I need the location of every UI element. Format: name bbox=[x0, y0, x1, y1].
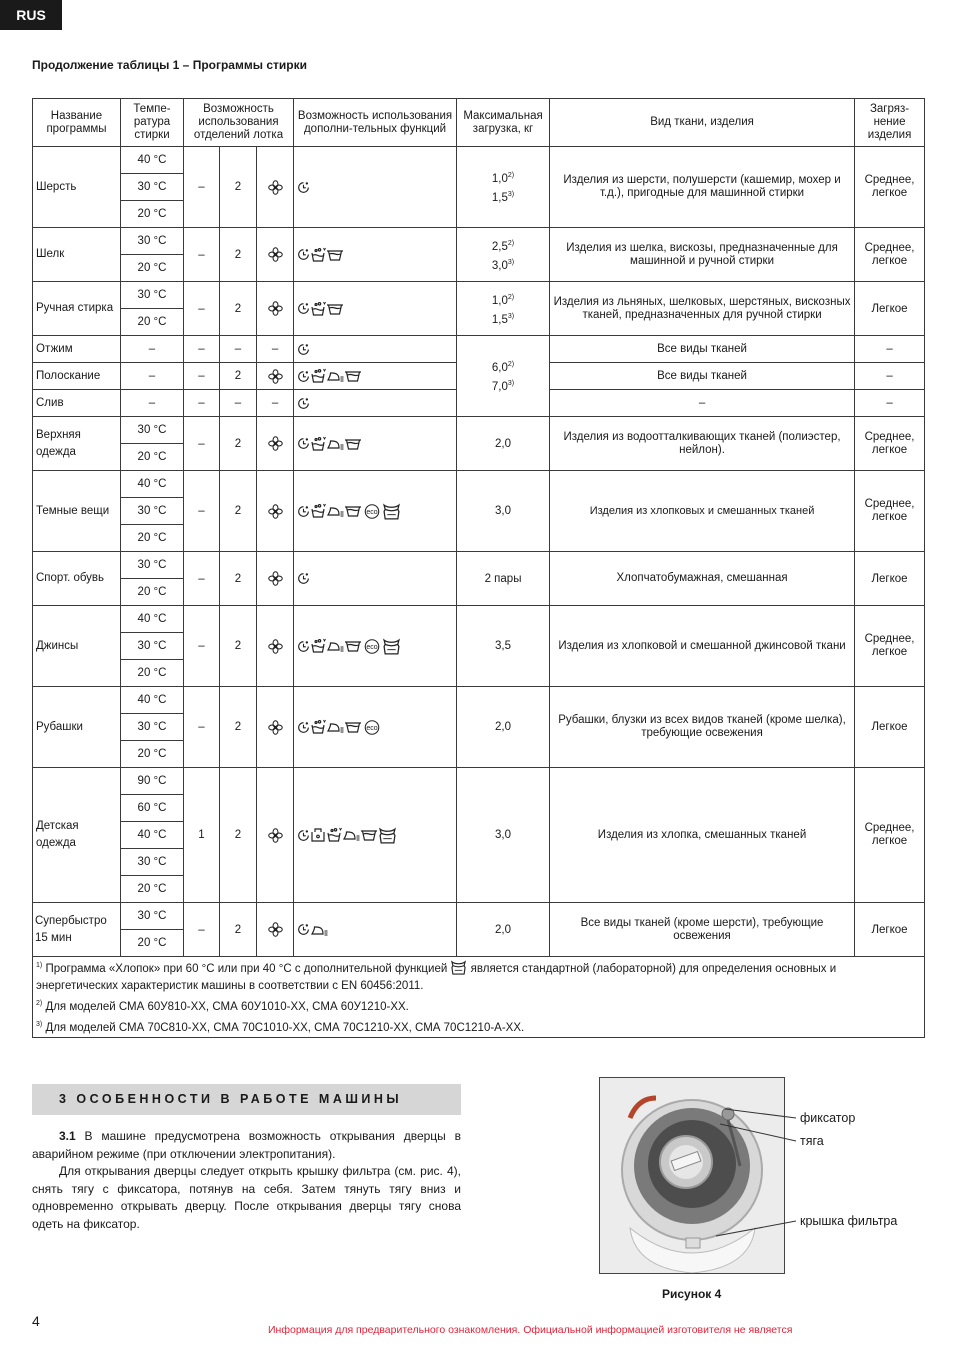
footnote-ref: 2) bbox=[507, 361, 515, 368]
compartment-1: – bbox=[184, 471, 220, 552]
program-name: Отжим bbox=[33, 336, 121, 363]
temp-cell: 30 °C bbox=[121, 903, 184, 930]
temp-cell: 40 °C bbox=[121, 687, 184, 714]
temp-cell: 20 °C bbox=[121, 255, 184, 282]
temp-cell: – bbox=[121, 390, 184, 417]
header-functions: Возможность использования дополни-тельных функций bbox=[294, 99, 457, 147]
temp-cell: – bbox=[121, 336, 184, 363]
fabric-cell: Изделия из водоотталкивающих тканей (полиэстер, нейлон). bbox=[550, 417, 855, 471]
footnote-marker: 2) bbox=[36, 1000, 43, 1007]
soil-cell: Легкое bbox=[855, 552, 925, 606]
program-name: Верхняя одежда bbox=[33, 417, 121, 471]
temp-cell: 30 °C bbox=[121, 633, 184, 660]
temp-cell: 20 °C bbox=[121, 660, 184, 687]
compartment-2: – bbox=[220, 336, 257, 363]
load-cell: 2,0 bbox=[457, 687, 550, 768]
program-name: Полоскание bbox=[33, 363, 121, 390]
compartment-2: 2 bbox=[220, 228, 257, 282]
compartment-1: 1 bbox=[184, 768, 220, 903]
header-load: Максимальная загрузка, кг bbox=[457, 99, 550, 147]
temp-cell: 30 °C bbox=[121, 282, 184, 309]
footnote-text: Программа «Хлопок» при 60 °C или при 40 °C с дополнительной функцией bbox=[45, 963, 448, 975]
fabric-cell: Изделия из хлопковой и смешанной джинсовой ткани bbox=[550, 606, 855, 687]
footnote-ref: 2) bbox=[507, 239, 515, 247]
compartment-2: 2 bbox=[220, 552, 257, 606]
compartment-2: 2 bbox=[220, 768, 257, 903]
fabric-cell: Все виды тканей bbox=[550, 363, 855, 390]
compartment-1: – bbox=[184, 390, 220, 417]
program-name: Шерсть bbox=[33, 147, 121, 228]
temp-cell: 20 °C bbox=[121, 309, 184, 336]
compartment-2: 2 bbox=[220, 282, 257, 336]
load-cell: 3,0 bbox=[457, 471, 550, 552]
fabric-cell: Изделия из шерсти, полушерсти (кашемир, мохер и т.д.), пригодные для машинной стирки bbox=[550, 147, 855, 228]
program-name: Детская одежда bbox=[33, 768, 121, 903]
soil-cell: Среднее, легкое bbox=[855, 417, 925, 471]
soil-cell: Среднее, легкое bbox=[855, 606, 925, 687]
program-name: Слив bbox=[33, 390, 121, 417]
temp-cell: 20 °C bbox=[121, 525, 184, 552]
compartment-2: – bbox=[220, 390, 257, 417]
compartment-1: – bbox=[184, 336, 220, 363]
compartment-2: 2 bbox=[220, 903, 257, 957]
footnote-text: Для моделей СМА 60У810-ХХ, СМА 60У1010-ХХ, СМА 60У1210-ХХ. bbox=[45, 1001, 409, 1013]
soil-cell: Среднее, легкое bbox=[855, 147, 925, 228]
fabric-cell: Все виды тканей bbox=[550, 336, 855, 363]
compartment-1: – bbox=[184, 903, 220, 957]
footnote-marker: 1) bbox=[36, 962, 43, 969]
compartment-2: 2 bbox=[220, 606, 257, 687]
load-cell: 3,0 bbox=[457, 768, 550, 903]
temp-cell: 40 °C bbox=[121, 822, 184, 849]
compartment-1: – bbox=[184, 417, 220, 471]
figure-caption: Рисунок 4 bbox=[662, 1287, 722, 1301]
section-title: 3 ОСОБЕННОСТИ В РАБОТЕ МАШИНЫ bbox=[59, 1092, 403, 1106]
soil-cell: Легкое bbox=[855, 687, 925, 768]
program-name: Джинсы bbox=[33, 606, 121, 687]
load-cell: 2 пары bbox=[457, 552, 550, 606]
compartment-2: 2 bbox=[220, 363, 257, 390]
footnote-ref: 3) bbox=[507, 380, 515, 387]
footnote-ref: 2) bbox=[507, 172, 515, 179]
fabric-cell: Хлопчатобумажная, смешанная bbox=[550, 552, 855, 606]
language-tab: RUS bbox=[0, 0, 62, 30]
compartment-2: 2 bbox=[220, 471, 257, 552]
soil-cell: Легкое bbox=[855, 903, 925, 957]
temp-cell: 20 °C bbox=[121, 741, 184, 768]
program-name: Ручная стирка bbox=[33, 282, 121, 336]
label-latch: фиксатор bbox=[800, 1111, 856, 1125]
table-caption: Продолжение таблицы 1 – Программы стирки bbox=[32, 58, 307, 72]
temp-cell: 40 °C bbox=[121, 471, 184, 498]
compartment-2: 2 bbox=[220, 687, 257, 768]
temp-cell: 90 °C bbox=[121, 768, 184, 795]
load-cell: 2,0 bbox=[457, 417, 550, 471]
header-soil: Загряз-нение изделия bbox=[855, 99, 925, 147]
label-filter-cover: крышка фильтра bbox=[800, 1214, 898, 1228]
program-name: Шелк bbox=[33, 228, 121, 282]
temp-cell: 20 °C bbox=[121, 444, 184, 471]
temp-cell: 30 °C bbox=[121, 498, 184, 525]
temp-cell: – bbox=[121, 363, 184, 390]
paragraph-text: В машине предусмотрена возможность открывания дверцы в аварийном режиме (при отключении электропитания). bbox=[32, 1129, 461, 1161]
temp-cell: 30 °C bbox=[121, 849, 184, 876]
soil-cell: – bbox=[855, 390, 925, 417]
footnote-marker: 3) bbox=[36, 1021, 43, 1028]
load-value: 2,5 bbox=[491, 240, 508, 253]
fabric-cell: Рубашки, блузки из всех видов тканей (кроме шелка), требующие освежения bbox=[550, 687, 855, 768]
temp-cell: 20 °C bbox=[121, 201, 184, 228]
fabric-cell: Изделия из хлопковых и смешанных тканей bbox=[550, 471, 855, 552]
soil-cell: Среднее, легкое bbox=[855, 228, 925, 282]
compartment-1: – bbox=[184, 228, 220, 282]
header-temp: Темпе-ратура стирки bbox=[121, 99, 184, 147]
temp-cell: 30 °C bbox=[121, 552, 184, 579]
compartment-2: 2 bbox=[220, 417, 257, 471]
header-fabric: Вид ткани, изделия bbox=[550, 99, 855, 147]
clause-number: 3.1 bbox=[59, 1129, 76, 1143]
compartment-3: – bbox=[257, 390, 294, 417]
temp-cell: 30 °C bbox=[121, 417, 184, 444]
load-value: 1,5 bbox=[491, 313, 508, 326]
temp-cell: 30 °C bbox=[121, 174, 184, 201]
footnote-ref: 3) bbox=[507, 191, 515, 198]
soil-cell: – bbox=[855, 336, 925, 363]
footnote-text: является стандартной (лабораторной) для определения основных и энергетических характеристик машины в соответствии с EN 60456:2011. bbox=[36, 963, 837, 992]
temp-cell: 20 °C bbox=[121, 579, 184, 606]
compartment-3: – bbox=[257, 336, 294, 363]
load-value: 7,0 bbox=[491, 381, 508, 393]
footnote-text: Для моделей СМА 70С810-ХХ, СМА 70С1010-ХХ, СМА 70С1210-ХХ, СМА 70С1210-А-ХХ. bbox=[45, 1022, 525, 1034]
temp-cell: 60 °C bbox=[121, 795, 184, 822]
page-number: 4 bbox=[32, 1313, 40, 1329]
fabric-cell: Изделия из хлопка, смешанных тканей bbox=[550, 768, 855, 903]
compartment-1: – bbox=[184, 147, 220, 228]
header-compartments: Возможность использования отделений лотка bbox=[184, 99, 294, 147]
compartment-1: – bbox=[184, 552, 220, 606]
soil-cell: – bbox=[855, 363, 925, 390]
footnote-ref: 3) bbox=[507, 258, 515, 266]
program-name: Темные вещи bbox=[33, 471, 121, 552]
temp-cell: 30 °C bbox=[121, 228, 184, 255]
load-value: 3,0 bbox=[491, 259, 508, 272]
compartment-1: – bbox=[184, 687, 220, 768]
program-name: Спорт. обувь bbox=[33, 552, 121, 606]
load-value: 1,0 bbox=[491, 294, 508, 307]
program-name: Супербыстро 15 мин bbox=[33, 903, 121, 957]
soil-cell: Среднее, легкое bbox=[855, 471, 925, 552]
soil-cell: Легкое bbox=[855, 282, 925, 336]
fabric-cell: – bbox=[550, 390, 855, 417]
compartment-1: – bbox=[184, 606, 220, 687]
compartment-1: – bbox=[184, 282, 220, 336]
disclaimer: Информация для предварительного ознакомления. Официальной информацией изготовителя не является bbox=[268, 1324, 793, 1336]
paragraph: Для открывания дверцы следует открыть крышку фильтра (см. рис. 4), снять тягу с фиксатора, потянув на себя. Затем тянуть тягу вниз и одновременно открывать дверцу. После открывания дверцы тягу снова одеть на фиксатор. bbox=[32, 1164, 461, 1231]
temp-cell: 30 °C bbox=[121, 714, 184, 741]
temp-cell: 40 °C bbox=[121, 147, 184, 174]
soil-cell: Среднее, легкое bbox=[855, 768, 925, 903]
load-value: 6,0 bbox=[491, 362, 508, 374]
temp-cell: 40 °C bbox=[121, 606, 184, 633]
fabric-cell: Все виды тканей (кроме шерсти), требующие освежения bbox=[550, 903, 855, 957]
load-cell: 2,0 bbox=[457, 903, 550, 957]
footnote-ref: 3) bbox=[507, 312, 515, 320]
temp-cell: 20 °C bbox=[121, 930, 184, 957]
fabric-cell: Изделия из шелка, вискозы, предназначенные для машинной и ручной стирки bbox=[550, 228, 855, 282]
compartment-1: – bbox=[184, 363, 220, 390]
load-value: 1,0 bbox=[491, 173, 508, 185]
load-value: 1,5 bbox=[491, 192, 508, 204]
footnote-ref: 2) bbox=[507, 293, 515, 301]
program-name: Рубашки bbox=[33, 687, 121, 768]
label-cord: тяга bbox=[800, 1134, 824, 1148]
header-name: Название программы bbox=[33, 99, 121, 147]
temp-cell: 20 °C bbox=[121, 876, 184, 903]
compartment-2: 2 bbox=[220, 147, 257, 228]
load-cell: 3,5 bbox=[457, 606, 550, 687]
fabric-cell: Изделия из льняных, шелковых, шерстяных, вискозных тканей, предназначенных для ручной стирки bbox=[550, 282, 855, 336]
